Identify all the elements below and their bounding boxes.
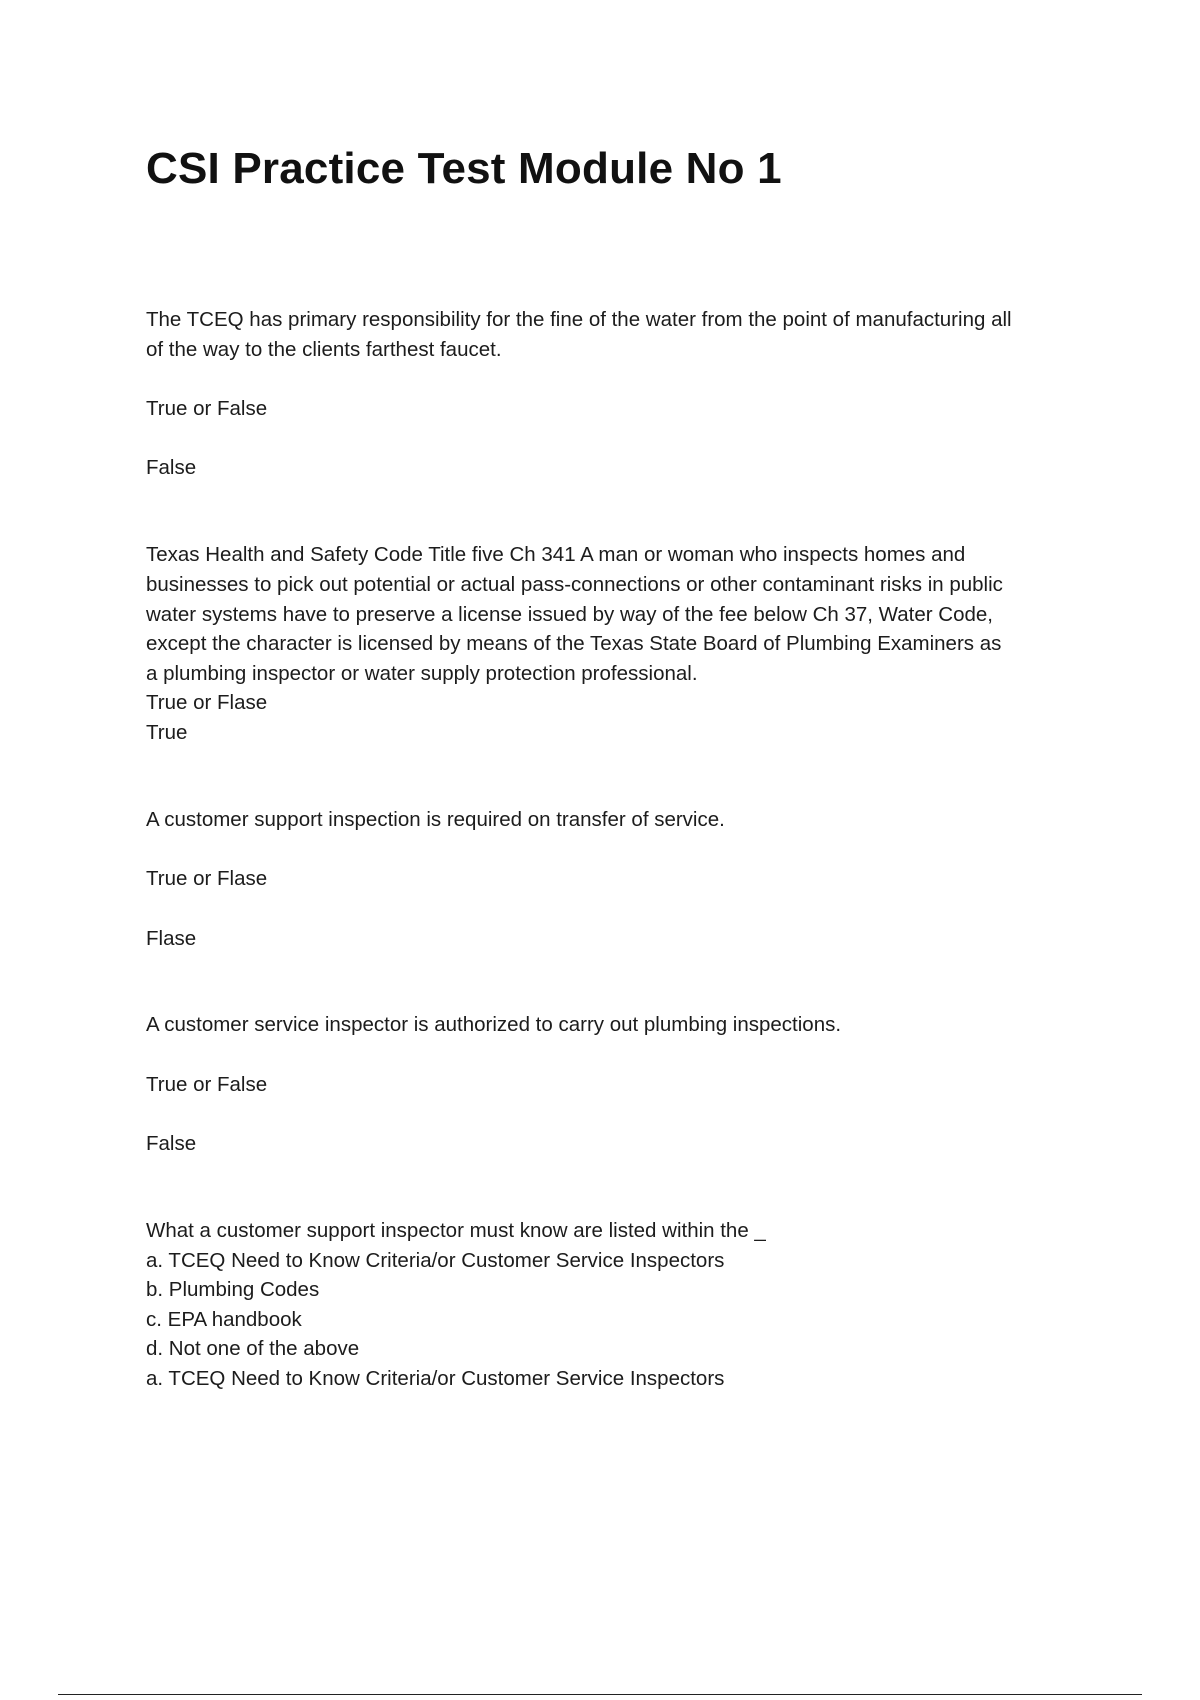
question-3-answer: Flase	[146, 927, 197, 950]
question-1-prompt: True or False	[146, 397, 268, 420]
question-2-text-line-4: except the character is licensed by means of the Texas State Board of Plumbing Examiners as	[146, 632, 1002, 655]
question-4-prompt: True or False	[146, 1073, 268, 1096]
question-5-text-line-1: What a customer support inspector must know are listed within the _	[146, 1219, 766, 1242]
question-2-text-line-1: Texas Health and Safety Code Title five Ch 341 A man or woman who inspects homes and	[146, 543, 966, 566]
question-1-answer: False	[146, 456, 197, 479]
question-2-prompt: True or Flase	[146, 691, 268, 714]
question-5-answer: a. TCEQ Need to Know Criteria/or Customer Service Inspectors	[146, 1367, 725, 1390]
question-5-option-d: d. Not one of the above	[146, 1337, 360, 1360]
question-3-prompt: True or Flase	[146, 867, 268, 890]
question-2-text-line-2: businesses to pick out potential or actual pass-connections or other contaminant risks in public	[146, 573, 1003, 596]
page-title: CSI Practice Test Module No 1	[146, 144, 782, 193]
question-3-text-line-1: A customer support inspection is required on transfer of service.	[146, 808, 725, 831]
question-2-text-line-3: water systems have to preserve a license issued by way of the fee below Ch 37, Water Code,	[146, 603, 993, 626]
question-1-text-line-1: The TCEQ has primary responsibility for the fine of the water from the point of manufacturing all	[146, 308, 1012, 331]
page-bottom-divider	[58, 1694, 1142, 1695]
question-5-option-b: b. Plumbing Codes	[146, 1278, 320, 1301]
question-1-text-line-2: of the way to the clients farthest faucet.	[146, 338, 502, 361]
question-4-text-line-1: A customer service inspector is authorized to carry out plumbing inspections.	[146, 1013, 842, 1036]
question-4-answer: False	[146, 1132, 197, 1155]
question-2-answer: True	[146, 721, 188, 744]
question-5-option-c: c. EPA handbook	[146, 1308, 302, 1331]
question-5-option-a: a. TCEQ Need to Know Criteria/or Customer Service Inspectors	[146, 1249, 725, 1272]
question-2-text-line-5: a plumbing inspector or water supply protection professional.	[146, 662, 698, 685]
